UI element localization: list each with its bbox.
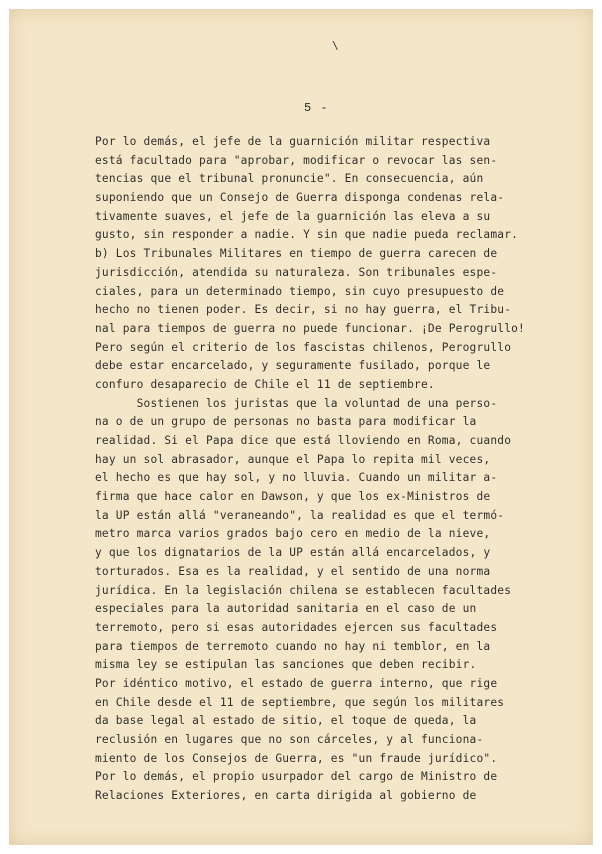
text-line: debe estar encarcelado, y seguramente fusilado, porque le [95, 359, 491, 373]
text-line: gusto, sin responder a nadie. Y sin que nadie pueda reclamar. [95, 228, 519, 242]
text-line: hay un sol abrasador, aunque el Papa lo repita mil veces, [95, 452, 491, 466]
text-line: Relaciones Exteriores, en carta dirigida al gobierno de [95, 789, 477, 803]
text-line: en Chile desde el 11 de septiembre, que según los militares [95, 695, 505, 709]
text-line: b) Los Tribunales Militares en tiempo de guerra carecen de [95, 247, 498, 261]
text-line: jurisdicción, atendida su naturaleza. Son tribunales espe- [95, 265, 498, 279]
text-line: para tiempos de terremoto cuando no hay ni temblor, en la [95, 639, 491, 653]
text-line: tencias que el tribunal pronuncie". En consecuencia, aún [95, 172, 484, 186]
text-line: misma ley se estipulan las sanciones que deben recibir. [95, 658, 477, 672]
page-number: 5 - [304, 101, 329, 115]
text-line: especiales para la autoridad sanitaria en el caso de un [95, 602, 477, 616]
text-line: tivamente suaves, el jefe de la guarnición las eleva a su [95, 209, 491, 223]
text-line: reclusión en lugares que no son cárceles, y al funciona- [95, 733, 484, 746]
typewritten-body [95, 133, 565, 806]
text-line: suponiendo que un Consejo de Guerra disponga condenas rela- [95, 191, 505, 205]
text-line: nal para tiempos de guerra no puede funcionar. ¡De Perogrullo! [95, 321, 525, 335]
text-line: da base legal al estado de sitio, el toque de queda, la [95, 714, 477, 728]
text-line: hecho no tienen poder. Es decir, si no hay guerra, el Tribu- [95, 303, 512, 317]
text-line: Por idéntico motivo, el estado de guerra interno, que rige [95, 676, 498, 690]
text-line: terremoto, pero si esas autoridades ejercen sus facultades [95, 620, 498, 634]
text-line: Pero según el criterio de los fascistas chilenos, Perogrullo [95, 340, 512, 354]
text-line: la UP están allá "veraneando", la realidad es que el termó- [95, 508, 505, 522]
text-line: jurídica. En la legislación chilena se establecen facultades [95, 583, 512, 597]
text-line: realidad. Si el Papa dice que está lloviendo en Roma, cuando [95, 434, 512, 447]
paper-sheet [9, 9, 593, 845]
text-line: confuro desaparecio de Chile el 11 de septiembre. [95, 377, 435, 391]
text-line: na o de un grupo de personas no basta para modificar la [95, 415, 477, 429]
text-line: miento de los Consejos de Guerra, es "un fraude jurídico". [95, 751, 498, 765]
text-line: Sostienen los juristas que la voluntad de una perso- [95, 396, 498, 410]
text-line: metro marca varios grados bajo cero en medio de la nieve, [95, 527, 491, 541]
text-line: el hecho es que hay sol, y no lluvia. Cuando un militar a- [95, 471, 498, 485]
text-line: torturados. Esa es la realidad, y el sentido de una norma [95, 564, 491, 578]
text-line: firma que hace calor en Dawson, y que los ex-Ministros de [95, 490, 491, 504]
text-line: está facultado para "aprobar, modificar o revocar las sen- [95, 153, 498, 167]
text-line: Por lo demás, el propio usurpador del cargo de Ministro de [95, 770, 498, 784]
text-line: Por lo demás, el jefe de la guarnición militar respectiva [95, 135, 491, 148]
text-line: ciales, para un determinado tiempo, sin cuyo presupuesto de [95, 284, 505, 298]
text-line: y que los dignatarios de la UP están allá encarcelados, y [95, 546, 491, 560]
top-mark: \ [332, 39, 339, 52]
